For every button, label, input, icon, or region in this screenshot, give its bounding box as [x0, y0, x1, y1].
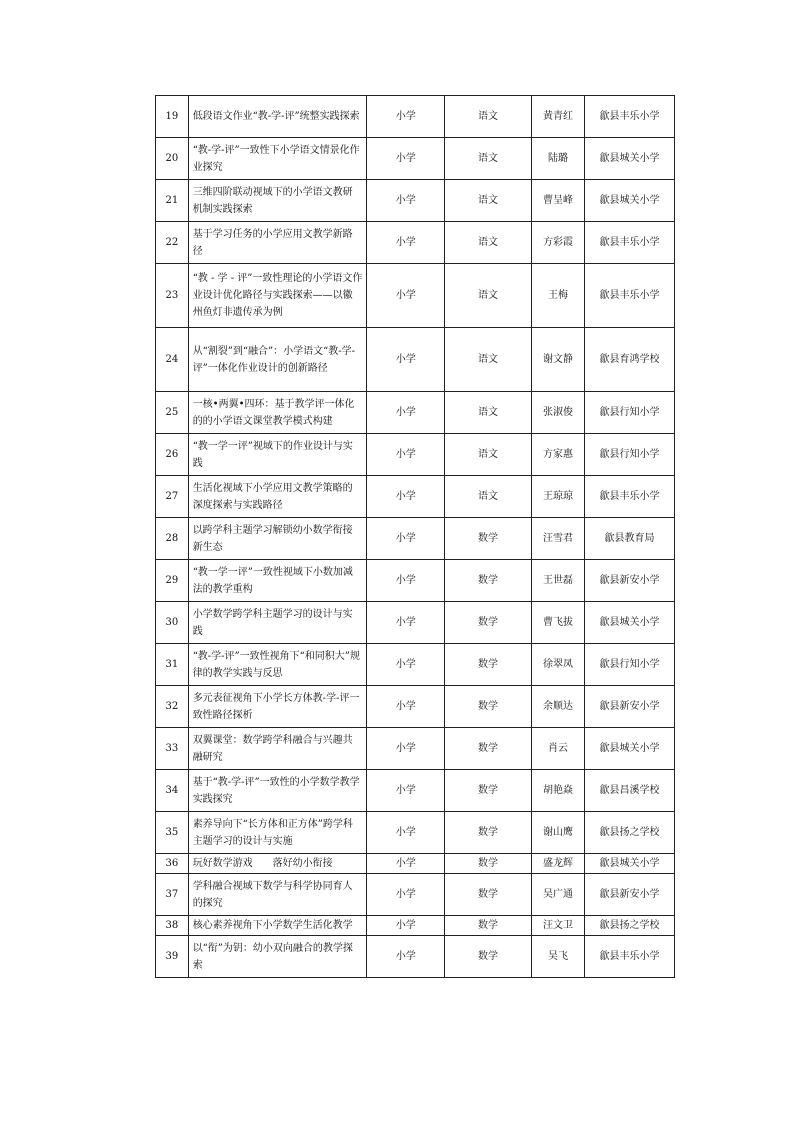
school-level-cell: 小学: [367, 874, 445, 916]
table-row: [156, 518, 675, 560]
school-level-cell: 小学: [367, 728, 445, 770]
subject-cell: 数学: [445, 728, 532, 770]
table-body: [156, 96, 675, 978]
author-cell: 徐翠凤: [531, 644, 584, 686]
school-level-cell: 小学: [367, 476, 445, 518]
school-unit-cell: 歙县城关小学: [585, 728, 675, 770]
row-number-cell: 26: [156, 434, 189, 476]
school-level-cell: 小学: [367, 602, 445, 644]
school-unit-cell: 歙县城关小学: [585, 138, 675, 180]
school-unit-cell: 歙县育鸿学校: [585, 328, 675, 392]
author-cell: 余顺达: [531, 686, 584, 728]
paper-title-cell: “教-学-评”一致性视角下“和同积大”规律的教学实践与反思: [188, 644, 367, 686]
row-number-cell: 38: [156, 916, 189, 936]
school-unit-cell: 歙县扬之学校: [585, 812, 675, 854]
subject-cell: 数学: [445, 686, 532, 728]
school-level-cell: 小学: [367, 328, 445, 392]
row-number-cell: 21: [156, 180, 189, 222]
author-cell: 谢山鹰: [531, 812, 584, 854]
subject-cell: 数学: [445, 812, 532, 854]
paper-title-cell: 三维四阶联动视域下的小学语文教研机制实践探索: [188, 180, 367, 222]
author-cell: 王琼琼: [531, 476, 584, 518]
school-level-cell: 小学: [367, 770, 445, 812]
table-row: [156, 180, 675, 222]
table-row: [156, 602, 675, 644]
subject-cell: 数学: [445, 874, 532, 916]
subject-cell: 语文: [445, 392, 532, 434]
school-unit-cell: 歙县丰乐小学: [585, 222, 675, 264]
subject-cell: 语文: [445, 96, 532, 138]
paper-title-cell: “教-学-评”一致性下小学语文情景化作业探究: [188, 138, 367, 180]
school-level-cell: 小学: [367, 138, 445, 180]
row-number-cell: 32: [156, 686, 189, 728]
school-unit-cell: 歙县扬之学校: [585, 916, 675, 936]
author-cell: 张淑俊: [531, 392, 584, 434]
subject-cell: 数学: [445, 770, 532, 812]
table-row: [156, 434, 675, 476]
school-unit-cell: 歙县行知小学: [585, 392, 675, 434]
author-cell: 肖云: [531, 728, 584, 770]
school-unit-cell: 歙县丰乐小学: [585, 476, 675, 518]
school-unit-cell: 歙县城关小学: [585, 854, 675, 874]
row-number-cell: 27: [156, 476, 189, 518]
table-row: [156, 560, 675, 602]
paper-title-cell: “教一学一评”视域下的作业设计与实践: [188, 434, 367, 476]
school-unit-cell: 歙县新安小学: [585, 686, 675, 728]
paper-title-cell: 学科融合视域下数学与科学协同育人的探究: [188, 874, 367, 916]
table-row: [156, 96, 675, 138]
row-number-cell: 20: [156, 138, 189, 180]
subject-cell: 数学: [445, 602, 532, 644]
school-unit-cell: 歙县城关小学: [585, 602, 675, 644]
paper-title-cell: 小学数学跨学科主题学习的设计与实践: [188, 602, 367, 644]
table-row: [156, 770, 675, 812]
paper-title-cell: “教一学一评”一致性视域下小数加减法的教学重构: [188, 560, 367, 602]
school-level-cell: 小学: [367, 854, 445, 874]
author-cell: 吴广通: [531, 874, 584, 916]
subject-cell: 语文: [445, 476, 532, 518]
author-cell: 方彩霞: [531, 222, 584, 264]
table-row: [156, 916, 675, 936]
author-cell: 曹飞拔: [531, 602, 584, 644]
school-unit-cell: 歙县新安小学: [585, 874, 675, 916]
table-row: [156, 392, 675, 434]
table-row: [156, 138, 675, 180]
row-number-cell: 37: [156, 874, 189, 916]
row-number-cell: 36: [156, 854, 189, 874]
subject-cell: 数学: [445, 560, 532, 602]
paper-title-cell: 生活化视域下小学应用文教学策略的深度探索与实践路径: [188, 476, 367, 518]
row-number-cell: 33: [156, 728, 189, 770]
school-unit-cell: 歙县行知小学: [585, 434, 675, 476]
author-cell: 汪文卫: [531, 916, 584, 936]
row-number-cell: 22: [156, 222, 189, 264]
subject-cell: 语文: [445, 138, 532, 180]
table-row: [156, 222, 675, 264]
table-row: [156, 476, 675, 518]
school-unit-cell: 歙县丰乐小学: [585, 936, 675, 978]
row-number-cell: 30: [156, 602, 189, 644]
subject-cell: 数学: [445, 518, 532, 560]
paper-title-cell: 基于“教-学-评”一致性的小学数学教学实践探究: [188, 770, 367, 812]
school-level-cell: 小学: [367, 686, 445, 728]
subject-cell: 语文: [445, 434, 532, 476]
subject-cell: 数学: [445, 854, 532, 874]
school-level-cell: 小学: [367, 812, 445, 854]
paper-title-cell: 双翼课堂：数学跨学科融合与兴趣共融研究: [188, 728, 367, 770]
school-unit-cell: 歙县城关小学: [585, 180, 675, 222]
paper-title-cell: 一核•两翼•四环：基于教学评一体化的的小学语文课堂教学模式构建: [188, 392, 367, 434]
row-number-cell: 34: [156, 770, 189, 812]
school-level-cell: 小学: [367, 180, 445, 222]
subject-cell: 数学: [445, 916, 532, 936]
school-unit-cell: 歙县昌溪学校: [585, 770, 675, 812]
paper-title-cell: 多元表征视角下小学长方体教-学-评一致性路径探析: [188, 686, 367, 728]
subject-cell: 语文: [445, 264, 532, 328]
paper-title-cell: 以“衔”为钥：幼小双向融合的教学探索: [188, 936, 367, 978]
subject-cell: 数学: [445, 644, 532, 686]
table-row: [156, 936, 675, 978]
subject-cell: 语文: [445, 328, 532, 392]
table-row: [156, 854, 675, 874]
table-row: [156, 644, 675, 686]
table-row: [156, 812, 675, 854]
table-row: [156, 728, 675, 770]
school-unit-cell: 歙县丰乐小学: [585, 96, 675, 138]
row-number-cell: 28: [156, 518, 189, 560]
school-unit-cell: 歙县新安小学: [585, 560, 675, 602]
row-number-cell: 35: [156, 812, 189, 854]
school-level-cell: 小学: [367, 434, 445, 476]
school-level-cell: 小学: [367, 96, 445, 138]
paper-title-cell: 以跨学科主题学习解锁幼小数学衔接新生态: [188, 518, 367, 560]
school-level-cell: 小学: [367, 518, 445, 560]
subject-cell: 语文: [445, 222, 532, 264]
paper-title-cell: 低段语文作业“教-学-评”统整实践探索: [188, 96, 367, 138]
author-cell: 吴飞: [531, 936, 584, 978]
paper-title-cell: 核心素养视角下小学数学生活化教学: [188, 916, 367, 936]
paper-title-cell: “教 - 学 - 评”一致性理论的小学语文作业设计优化路径与实践探索——以徽州鱼灯非遗传承为例: [188, 264, 367, 328]
paper-title-cell: 素养导向下“长方体和正方体”跨学科主题学习的设计与实施: [188, 812, 367, 854]
school-level-cell: 小学: [367, 222, 445, 264]
author-cell: 胡艳焱: [531, 770, 584, 812]
row-number-cell: 25: [156, 392, 189, 434]
author-cell: 方家惠: [531, 434, 584, 476]
school-level-cell: 小学: [367, 644, 445, 686]
school-unit-cell: 歙县行知小学: [585, 644, 675, 686]
paper-list-table: [155, 95, 675, 978]
table-row: [156, 264, 675, 328]
row-number-cell: 31: [156, 644, 189, 686]
school-level-cell: 小学: [367, 392, 445, 434]
subject-cell: 数学: [445, 936, 532, 978]
author-cell: 汪雪君: [531, 518, 584, 560]
table-row: [156, 686, 675, 728]
paper-title-cell: 基于学习任务的小学应用文教学新路径: [188, 222, 367, 264]
row-number-cell: 23: [156, 264, 189, 328]
school-level-cell: 小学: [367, 264, 445, 328]
school-level-cell: 小学: [367, 936, 445, 978]
subject-cell: 语文: [445, 180, 532, 222]
row-number-cell: 29: [156, 560, 189, 602]
row-number-cell: 39: [156, 936, 189, 978]
author-cell: 王梅: [531, 264, 584, 328]
author-cell: 黄青红: [531, 96, 584, 138]
paper-title-cell: 玩好数学游戏 落好幼小衔接: [188, 854, 367, 874]
author-cell: 曹呈峰: [531, 180, 584, 222]
school-unit-cell: 歙县教育局: [585, 518, 675, 560]
author-cell: 王世磊: [531, 560, 584, 602]
author-cell: 陆璐: [531, 138, 584, 180]
table-row: [156, 874, 675, 916]
author-cell: 谢文静: [531, 328, 584, 392]
paper-title-cell: 从“割裂”到“融合”：小学语文“教-学-评”一体化作业设计的创新路径: [188, 328, 367, 392]
table-row: [156, 328, 675, 392]
school-unit-cell: 歙县丰乐小学: [585, 264, 675, 328]
row-number-cell: 24: [156, 328, 189, 392]
school-level-cell: 小学: [367, 560, 445, 602]
row-number-cell: 19: [156, 96, 189, 138]
author-cell: 盛龙辉: [531, 854, 584, 874]
school-level-cell: 小学: [367, 916, 445, 936]
